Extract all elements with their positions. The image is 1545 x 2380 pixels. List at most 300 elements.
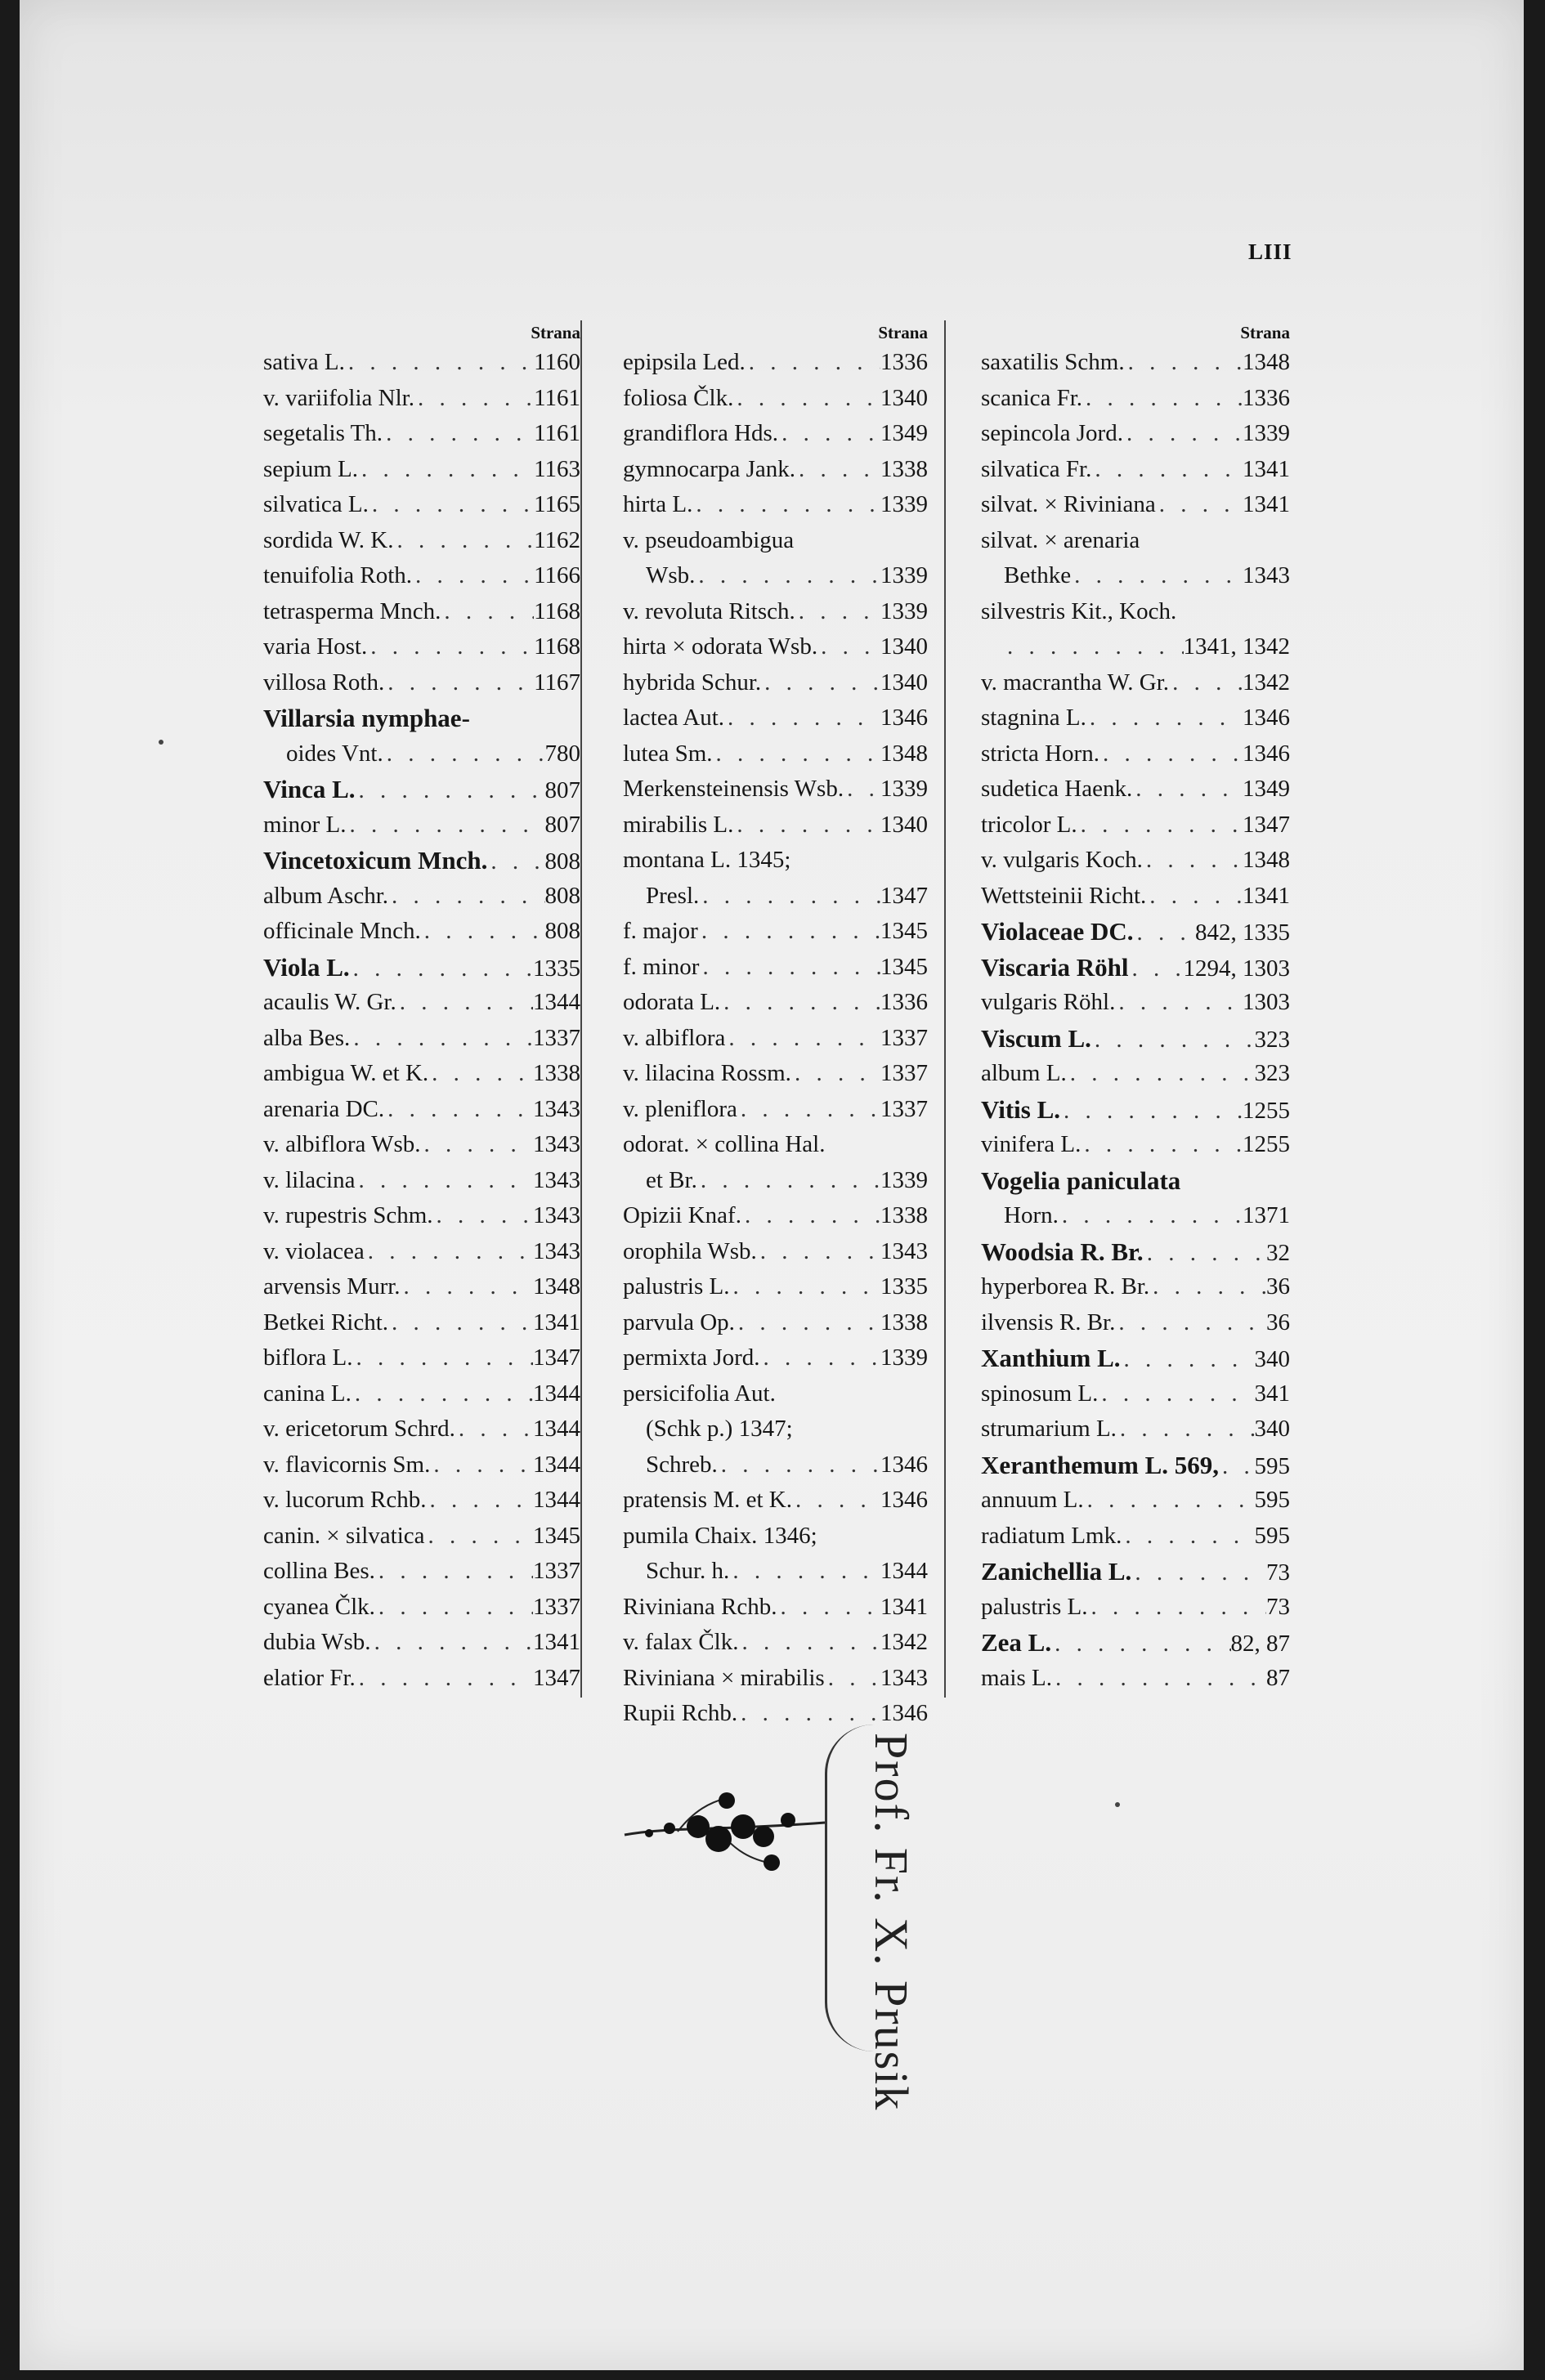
page-reference: 1343 <box>533 1237 580 1264</box>
dot-leader <box>746 345 880 381</box>
species-entry <box>623 1163 928 1199</box>
species-entry <box>981 1376 1290 1412</box>
page-reference: 323 <box>1254 1026 1290 1053</box>
dot-leader <box>384 665 534 701</box>
speck <box>1115 1802 1120 1807</box>
entry-name: tenuifolia Roth. <box>263 562 413 588</box>
dot-leader <box>396 985 533 1021</box>
species-entry <box>981 558 1290 594</box>
species-entry <box>623 345 928 381</box>
dot-leader <box>699 950 880 986</box>
dot-leader <box>1091 1022 1255 1058</box>
dot-leader <box>692 487 880 523</box>
entry-name: Schur. h. <box>646 1558 730 1584</box>
page-reference: 1338 <box>880 455 928 482</box>
entry-name: strumarium L. <box>981 1416 1117 1442</box>
species-entry <box>623 1198 928 1234</box>
page-reference: 595 <box>1254 1522 1290 1549</box>
entry-name: v. pleniflora <box>623 1095 737 1122</box>
column-header: Strana <box>878 323 928 342</box>
column-header: Strana <box>531 323 580 342</box>
species-entry <box>263 1590 580 1626</box>
page-reference: 1303 <box>1243 989 1290 1015</box>
entry-name: ambigua W. et K. <box>263 1060 429 1086</box>
dot-leader <box>795 452 880 488</box>
page-reference: 808 <box>544 882 580 909</box>
page-reference: 1167 <box>534 669 580 696</box>
species-entry <box>981 345 1290 381</box>
species-entry <box>263 452 580 488</box>
entry-name: saxatilis Schm. <box>981 349 1125 375</box>
dot-leader <box>1123 416 1243 452</box>
species-entry <box>623 629 928 665</box>
dot-leader <box>1146 879 1243 915</box>
dot-leader <box>1134 915 1195 951</box>
entry-name: vulgaris Röhl. <box>981 989 1116 1015</box>
entry-name: v. lilacina <box>263 1166 356 1193</box>
species-entry <box>263 345 580 381</box>
entry-name: Horn. <box>1004 1202 1059 1228</box>
species-entry <box>623 416 928 452</box>
species-entry <box>623 1554 928 1590</box>
dot-leader <box>720 985 880 1021</box>
entry-name: Wsb. <box>646 562 696 588</box>
species-entry <box>623 736 928 772</box>
page-reference: 340 <box>1254 1346 1290 1372</box>
entry-name: lutea Sm. <box>623 740 713 767</box>
dot-leader <box>1156 487 1243 523</box>
page-reference: 1163 <box>534 455 580 482</box>
species-entry <box>263 985 580 1021</box>
dot-leader <box>420 1127 533 1163</box>
entry-name: persicifolia Aut. <box>623 1380 776 1407</box>
page-reference: 1341 <box>1243 455 1290 482</box>
dot-leader <box>1084 1483 1255 1519</box>
dot-leader <box>1098 1376 1254 1412</box>
entry-name: silvat. × arenaria <box>981 526 1140 553</box>
page-reference: 1371 <box>1243 1202 1290 1228</box>
species-entry <box>263 1625 580 1661</box>
entry-name: Betkei Richt. <box>263 1309 389 1335</box>
speck <box>159 740 163 745</box>
entry-name: Xeranthemum L. 569, <box>981 1450 1220 1479</box>
page-reference: 1339 <box>880 1166 928 1193</box>
species-entry <box>981 843 1290 879</box>
genus-entry <box>263 843 580 879</box>
species-entry <box>263 487 580 523</box>
entry-name: Violaceae DC. <box>981 917 1134 946</box>
page-reference: 1346 <box>1243 740 1290 767</box>
page-reference: 73 <box>1266 1593 1290 1620</box>
species-entry <box>981 1198 1290 1234</box>
page-reference: 1336 <box>1243 384 1290 411</box>
dot-leader <box>487 844 544 880</box>
entry-name: v. macrantha W. Gr. <box>981 669 1170 696</box>
dot-leader <box>1077 808 1243 843</box>
entry-name: Bethke <box>1004 562 1072 588</box>
page-reference: 808 <box>544 918 580 944</box>
entry-name: Riviniana × mirabilis <box>623 1664 825 1691</box>
entry-list <box>263 345 580 1696</box>
entry-name: sativa L. <box>263 349 345 375</box>
page-reference: 1345 <box>880 918 928 944</box>
dot-leader <box>699 879 880 915</box>
page-reference: 808 <box>544 848 580 875</box>
dot-leader <box>1129 951 1184 987</box>
dot-leader <box>384 1092 533 1128</box>
entry-name: Xanthium L. <box>981 1344 1121 1372</box>
species-entry <box>263 665 580 701</box>
species-entry <box>623 985 928 1021</box>
entry-name: annuum L. <box>981 1487 1084 1513</box>
entry-name: pratensis M. et K. <box>623 1487 792 1513</box>
entry-name: Villarsia nymphae- <box>263 704 470 732</box>
dot-leader <box>371 1625 533 1661</box>
genus-entry <box>263 950 580 986</box>
entry-name: Merkensteinensis Wsb. <box>623 776 844 802</box>
dot-leader <box>1121 1342 1255 1378</box>
species-entry <box>263 1447 580 1483</box>
species-entry <box>981 452 1290 488</box>
dot-leader <box>1131 1555 1266 1591</box>
page-reference: 1336 <box>880 349 928 375</box>
entry-name: arenaria DC. <box>263 1095 385 1122</box>
species-entry <box>623 1234 928 1270</box>
dot-leader <box>1143 843 1243 879</box>
dot-leader <box>698 914 880 950</box>
dot-leader <box>725 1021 880 1057</box>
entry-name: pumila Chaix. 1346; <box>623 1522 817 1549</box>
species-entry <box>623 381 928 417</box>
dot-leader <box>1149 1269 1266 1305</box>
page-reference: 1339 <box>880 1344 928 1371</box>
dot-leader <box>713 736 880 772</box>
species-entry <box>623 1092 928 1128</box>
entry-name: silvat. × Riviniana <box>981 491 1156 517</box>
dot-leader <box>697 1163 880 1199</box>
page-reference: 1168 <box>534 597 580 624</box>
page-reference: 1337 <box>533 1558 580 1584</box>
dot-leader <box>817 629 880 665</box>
page-reference: 36 <box>1266 1309 1290 1335</box>
species-entry <box>623 1056 928 1092</box>
dot-leader <box>729 1554 880 1590</box>
page-reference: 780 <box>544 740 580 767</box>
page-reference: 1341 <box>533 1629 580 1655</box>
page-reference: 1335 <box>880 1273 928 1300</box>
species-entry <box>263 1127 580 1163</box>
page-reference: 595 <box>1254 1487 1290 1513</box>
species-entry <box>263 1554 580 1590</box>
page-reference: 1337 <box>880 1024 928 1051</box>
species-entry <box>623 558 928 594</box>
page-reference: 1345 <box>533 1522 580 1549</box>
species-entry <box>263 1234 580 1270</box>
entry-name: villosa Roth. <box>263 669 385 696</box>
page-reference: 1347 <box>1243 811 1290 838</box>
dot-leader <box>760 1340 880 1376</box>
species-entry <box>981 1305 1290 1341</box>
species-entry <box>263 594 580 630</box>
species-entry <box>263 1056 580 1092</box>
entry-name: hirta × odorata Wsb. <box>623 633 818 660</box>
page-reference: 1343 <box>533 1095 580 1122</box>
species-entry <box>263 523 580 559</box>
page-reference: 1337 <box>880 1060 928 1086</box>
index-column-2 <box>623 320 928 1732</box>
entry-name: biflora L. <box>263 1344 353 1371</box>
species-entry <box>263 416 580 452</box>
entry-name: canin. × silvatica <box>263 1522 425 1549</box>
page-reference: 1347 <box>533 1344 580 1371</box>
species-entry <box>263 629 580 665</box>
entry-name: cyanea Člk. <box>263 1593 375 1620</box>
entry-name: Woodsia R. Br. <box>981 1237 1144 1266</box>
entry-name: v. falax Člk. <box>623 1629 739 1655</box>
species-entry <box>263 1198 580 1234</box>
dot-leader <box>1091 452 1243 488</box>
species-entry <box>623 1127 928 1163</box>
entry-name: sepium L. <box>263 455 358 482</box>
dot-leader <box>1115 1305 1266 1341</box>
genus-entry <box>981 914 1290 950</box>
dot-leader <box>455 1411 533 1447</box>
entry-name: v. vulgaris Koch. <box>981 847 1143 873</box>
species-entry <box>981 523 1290 559</box>
entry-name: montana L. 1345; <box>623 847 791 873</box>
species-entry <box>623 523 928 559</box>
entry-name: (Schk p.) 1347; <box>646 1416 793 1442</box>
entry-name: ilvensis R. Br. <box>981 1309 1116 1335</box>
entry-name: Wettsteinii Richt. <box>981 882 1147 909</box>
dot-leader <box>777 1590 880 1626</box>
species-entry <box>263 914 580 950</box>
genus-entry <box>263 700 580 736</box>
dot-leader <box>401 1269 533 1305</box>
dot-leader <box>428 1056 533 1092</box>
species-entry <box>623 914 928 950</box>
entry-name: mirabilis L. <box>623 811 734 838</box>
species-entry <box>263 1269 580 1305</box>
dot-leader <box>1051 1626 1230 1662</box>
genus-entry <box>981 1340 1290 1376</box>
dot-leader <box>421 914 545 950</box>
species-entry <box>981 772 1290 808</box>
dot-leader <box>1081 1127 1243 1163</box>
entry-name: elatior Fr. <box>263 1664 356 1691</box>
species-entry <box>623 1590 928 1626</box>
entry-name: Vincetoxicum Mnch. <box>263 846 488 875</box>
dot-leader <box>741 1198 880 1234</box>
page-reference: 323 <box>1254 1060 1290 1086</box>
entry-name: mais L. <box>981 1664 1052 1691</box>
page-reference: 1343 <box>880 1237 928 1264</box>
page-reference: 1343 <box>533 1202 580 1228</box>
entry-name: sordida W. K. <box>263 526 394 553</box>
dot-leader <box>761 665 880 701</box>
dot-leader <box>388 879 544 915</box>
page-reference: 1337 <box>533 1024 580 1051</box>
entry-name: v. lucorum Rchb. <box>263 1487 427 1513</box>
page-reference: 1166 <box>534 562 580 588</box>
page-reference: 1349 <box>1243 776 1290 802</box>
stamp-signature: Prof. Fr. X. Prusik <box>865 1733 918 2112</box>
dot-leader <box>1132 772 1243 808</box>
species-entry <box>263 1092 580 1128</box>
entry-name: Zea L. <box>981 1628 1052 1657</box>
entry-name: Riviniana Rchb. <box>623 1593 777 1620</box>
entry-name: silvatica L. <box>263 491 369 517</box>
species-entry <box>263 381 580 417</box>
page-reference: 1161 <box>534 420 580 446</box>
entry-list <box>981 345 1290 1696</box>
dot-leader <box>1052 1661 1266 1697</box>
species-entry <box>981 879 1290 915</box>
species-entry <box>623 879 928 915</box>
dot-leader <box>433 1198 533 1234</box>
page-reference: 1341, 1342 <box>1183 633 1290 660</box>
page-number: LIII <box>1248 239 1292 264</box>
species-entry <box>981 1483 1290 1519</box>
species-entry <box>623 1340 928 1376</box>
dot-leader <box>412 558 534 594</box>
floral-ornament-icon <box>620 1778 833 1884</box>
species-entry <box>981 808 1290 843</box>
entry-name: spinosum L. <box>981 1380 1099 1407</box>
entry-name: Viola L. <box>263 952 350 982</box>
page-reference: 1160 <box>534 349 580 375</box>
dot-leader <box>738 1625 880 1661</box>
species-entry <box>981 1661 1290 1697</box>
species-entry <box>263 1376 580 1412</box>
page-reference: 1341 <box>1243 882 1290 909</box>
dot-leader <box>356 1661 533 1697</box>
page-reference: 1348 <box>880 740 928 767</box>
page-reference: 1162 <box>534 526 580 553</box>
page-reference: 1348 <box>533 1273 580 1300</box>
species-entry <box>623 1519 928 1555</box>
page-reference: 1339 <box>1243 420 1290 446</box>
dot-leader <box>1067 1056 1255 1092</box>
entry-name: arvensis Murr. <box>263 1273 401 1300</box>
entry-name: radiatum Lmk. <box>981 1522 1122 1549</box>
dot-leader <box>1219 1449 1254 1485</box>
dot-leader <box>718 1447 880 1483</box>
species-entry <box>623 452 928 488</box>
species-entry <box>623 808 928 843</box>
dot-leader <box>345 345 534 381</box>
entry-name: permixta Jord. <box>623 1344 760 1371</box>
entry-name: oides Vnt. <box>286 740 383 767</box>
dot-leader <box>733 381 880 417</box>
dot-leader <box>388 1305 533 1341</box>
entry-name: Opizii Knaf. <box>623 1202 741 1228</box>
species-entry <box>263 879 580 915</box>
entry-name: Zanichellia L. <box>981 1557 1132 1586</box>
page-reference: 82, 87 <box>1230 1631 1290 1657</box>
dot-leader <box>844 772 880 808</box>
species-entry <box>981 1590 1290 1626</box>
entry-name: alba Bes. <box>263 1024 351 1051</box>
page-reference: 842, 1335 <box>1195 919 1290 946</box>
dot-leader <box>1082 381 1243 417</box>
page-reference: 1294, 1303 <box>1183 955 1290 982</box>
dot-leader <box>353 1340 533 1376</box>
entry-name: Vogelia paniculata <box>981 1165 1181 1195</box>
entry-name: dubia Wsb. <box>263 1629 371 1655</box>
entry-name: v. pseudoambigua <box>623 526 795 553</box>
page-reference: 1340 <box>880 384 928 411</box>
dot-leader <box>791 1056 880 1092</box>
entry-name: canina L. <box>263 1380 352 1407</box>
dot-leader <box>350 951 533 987</box>
dot-leader <box>1071 558 1243 594</box>
entry-name: stricta Horn. <box>981 740 1099 767</box>
genus-entry <box>981 1625 1290 1661</box>
species-entry <box>623 1021 928 1057</box>
dot-leader <box>394 523 535 559</box>
species-entry <box>981 629 1290 665</box>
species-entry <box>981 665 1290 701</box>
page-reference: 1346 <box>880 1487 928 1513</box>
species-entry <box>263 1340 580 1376</box>
dot-leader <box>1099 736 1243 772</box>
page-reference: 1340 <box>880 669 928 696</box>
index-page <box>20 0 1524 2370</box>
page-reference: 1338 <box>880 1202 928 1228</box>
entry-name: v. lilacina Rossm. <box>623 1060 791 1086</box>
page-reference: 1344 <box>533 1451 580 1478</box>
page-reference: 1349 <box>880 420 928 446</box>
species-entry <box>623 950 928 986</box>
page-reference: 32 <box>1266 1239 1290 1266</box>
entry-name: album Aschr. <box>263 882 389 909</box>
dot-leader <box>356 773 545 809</box>
entry-name: v. variifolia Nlr. <box>263 384 414 411</box>
entry-name: silvatica Fr. <box>981 455 1092 482</box>
column-header: Strana <box>1240 323 1290 342</box>
page-reference: 807 <box>544 777 580 803</box>
dot-leader <box>365 1234 533 1270</box>
genus-entry <box>981 1447 1290 1483</box>
dot-leader <box>1004 629 1184 665</box>
entry-name: orophila Wsb. <box>623 1237 757 1264</box>
species-entry <box>263 736 580 772</box>
page-reference: 1346 <box>880 705 928 731</box>
page-reference: 1339 <box>880 491 928 517</box>
page-reference: 1347 <box>880 882 928 909</box>
species-entry <box>263 1661 580 1697</box>
entry-name: palustris L. <box>623 1273 730 1300</box>
dot-leader <box>375 1590 533 1626</box>
entry-name: hybrida Schur. <box>623 669 762 696</box>
page-reference: 1161 <box>534 384 580 411</box>
genus-entry <box>981 950 1290 986</box>
entry-name: varia Host. <box>263 633 368 660</box>
dot-leader <box>1144 1236 1266 1272</box>
page-reference: 1346 <box>1243 705 1290 731</box>
page-reference: 1344 <box>880 1558 928 1584</box>
page-reference: 1346 <box>880 1451 928 1478</box>
page-reference: 1341 <box>880 1593 928 1620</box>
species-entry <box>623 1269 928 1305</box>
page-reference: 1343 <box>880 1664 928 1691</box>
entry-name: f. major <box>623 918 698 944</box>
species-entry <box>623 665 928 701</box>
dot-leader <box>369 487 534 523</box>
page-reference: 1335 <box>533 955 580 982</box>
entry-name: v. flavicornis Sm. <box>263 1451 431 1478</box>
